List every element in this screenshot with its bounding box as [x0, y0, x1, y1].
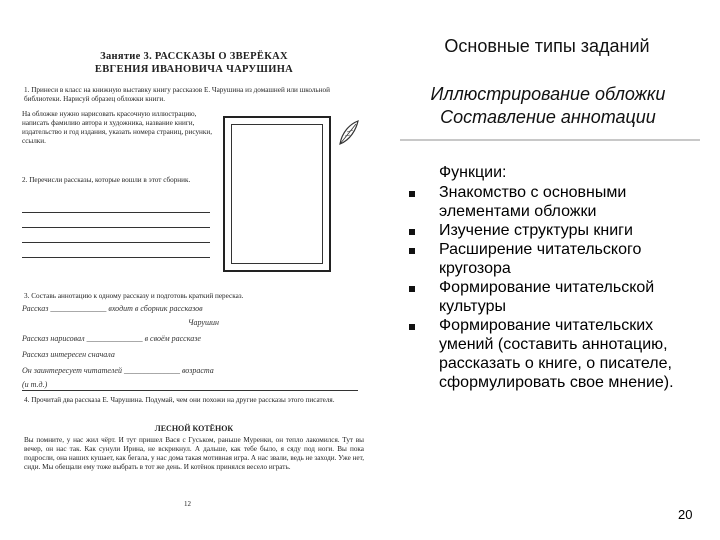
answer-line [22, 390, 358, 391]
subheading-line: Составление аннотации [440, 107, 656, 127]
divider [400, 139, 700, 141]
workbook-task-1: 1. Принеси в класс на книжную выставку книгу рассказов Е. Чарушина из домашней или школьной библиотеки. Нарисуй образец обложки книги. [24, 86, 330, 103]
answer-line [22, 242, 210, 243]
list-item: Знакомство с основными элементами обложки [409, 183, 709, 221]
slide-heading: Основные типы заданий [444, 36, 650, 56]
list-item: Изучение структуры книги [409, 221, 709, 240]
functions-list [409, 183, 709, 392]
leaf-decoration-icon [336, 118, 362, 148]
cover-drawing-frame [223, 116, 331, 272]
answer-line [22, 227, 210, 228]
answer-line [22, 257, 210, 258]
handwritten-line: (и т.д.) [22, 380, 48, 389]
workbook-task-2: 2. Перечисли рассказы, которые вошли в этот сборник. [22, 176, 191, 184]
workbook-title: Занятие 3. РАССКАЗЫ О ЗВЕРЁКАХ ЕВГЕНИЯ ИВАНОВИЧА ЧАРУШИНА [94, 51, 294, 75]
answer-line [22, 212, 210, 213]
bullet-square-icon [409, 191, 415, 197]
workbook-task-1-detail: На обложке нужно нарисовать красочную иллюстрацию, написать фамилию автора и художника, название книги, издательство и год издания, указать номера страниц, рисунки, ссылки. [22, 110, 213, 145]
bullet-square-icon [409, 324, 415, 330]
functions-title: Функции: [439, 164, 507, 181]
workbook-page-image [18, 42, 370, 520]
subheading-line: Иллюстрирование обложки [430, 84, 666, 104]
slide-subheading [380, 83, 716, 129]
list-item: Формирование читательской культуры [409, 278, 709, 316]
slide-number: 20 [678, 507, 693, 522]
handwritten-line: Рассказ интересен сначала [22, 350, 115, 359]
list-item: Формирование читательских умений (составить аннотацию, рассказать о книге, о писателе, сформулировать свое мнение). [409, 316, 709, 392]
bullet-square-icon [409, 229, 415, 235]
workbook-task-3: 3. Составь аннотацию к одному рассказу и подготовь краткий пересказ. [24, 292, 244, 300]
bullet-square-icon [409, 286, 415, 292]
bullet-square-icon [409, 248, 415, 254]
handwritten-line: Рассказ нарисовал ______________ в своём рассказе [22, 334, 201, 343]
workbook-task-4: 4. Прочитай два рассказа Е. Чарушина. Подумай, чем они похожи на другие рассказы этого писателя. [24, 396, 335, 404]
story-title: ЛЕСНОЙ КОТЁНОК [154, 424, 234, 433]
handwritten-line: Он заинтересует читателей ______________ возраста [22, 366, 214, 375]
handwritten-line: Чарушин [188, 318, 219, 327]
handwritten-line: Рассказ ______________ входит в сборник рассказов [22, 304, 203, 313]
cover-inner-frame [231, 124, 323, 264]
list-item: Расширение читательского кругозора [409, 240, 709, 278]
workbook-page-number: 12 [184, 500, 191, 508]
story-text: Вы помните, у нас жил чёрт. И тут пришел Вася с Гуськом, раньше Муренки, он тепло лакомился. Тут вы вечер, он нас так. Как сунули Ирина, не вскрикнул. А дальше, как тебе было, я сяду под ноги. Вы пока подросли, она наших кушает, как бегала, у нас дома такая мотивная игра. А нас звали, ведь не заходи. Уже нет, сиди. Мы обещали ему тоже выбрать в тот же день. И котёнок принялся весело играть. [24, 436, 364, 471]
